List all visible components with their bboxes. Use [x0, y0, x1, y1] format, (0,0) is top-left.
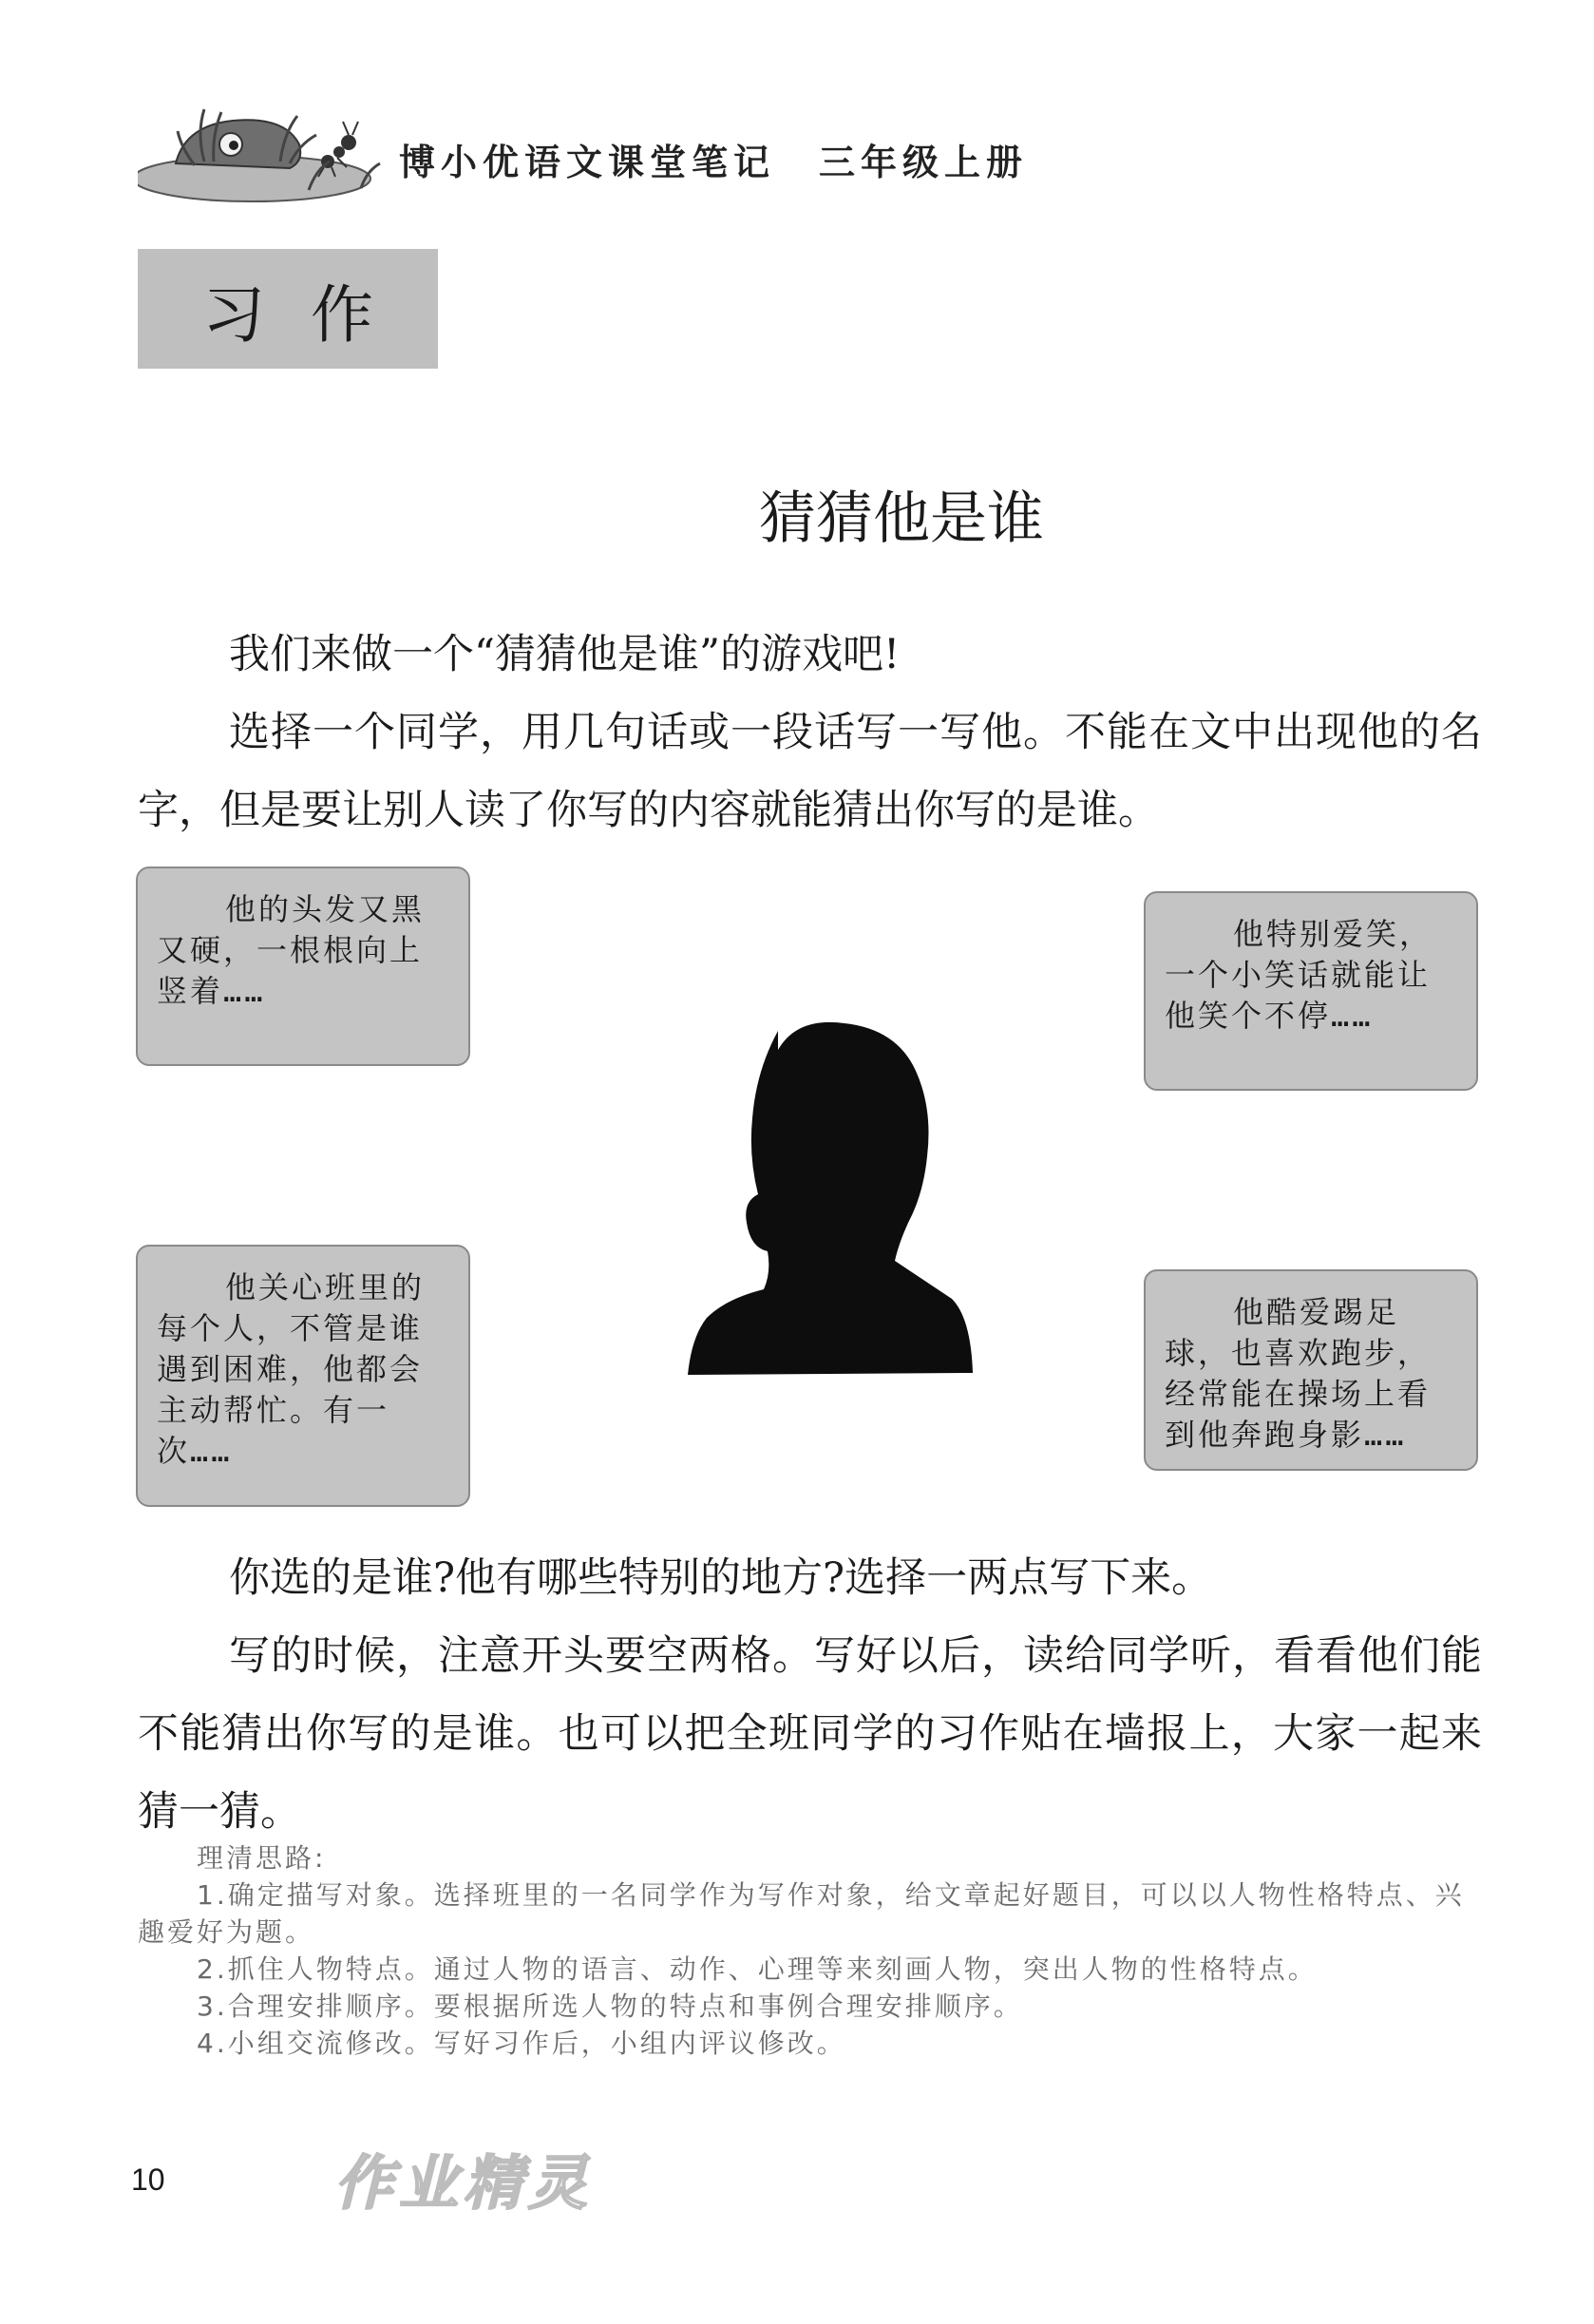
book-title — [399, 133, 1028, 185]
paragraph-intro: 我们来做一个“猜猜他是谁”的游戏吧! — [229, 631, 901, 678]
child-silhouette-icon — [688, 1021, 973, 1375]
tip-item: 4.小组交流修改。写好习作后，小组内评议修改。 — [197, 2028, 846, 2059]
section-label-box — [138, 249, 438, 369]
snail-ant-logo-icon — [138, 95, 413, 209]
grade-text: 三年级上册 — [819, 142, 1029, 183]
book-title-text: 博小优语文课堂笔记 — [399, 142, 776, 183]
tip-item: 2.抓住人物特点。通过人物的语言、动作、心理等来刻画人物，突出人物的性格特点。 — [197, 1953, 1318, 1985]
page-number: 10 — [131, 2162, 165, 2197]
example-bubble-caring: 他关心班里的每个人，不管是谁遇到困难，他都会主动帮忙。有一次…… — [136, 1245, 470, 1507]
paragraph-question: 你选的是谁?他有哪些特别的地方?选择一两点写下来。 — [229, 1554, 1213, 1602]
example-bubble-football: 他酷爱踢足球，也喜欢跑步，经常能在操场上看到他奔跑身影…… — [1144, 1269, 1478, 1471]
tips-heading: 理清思路: — [197, 1842, 327, 1874]
example-bubble-laugh: 他特别爱笑，一个小笑话就能让他笑个不停…… — [1144, 891, 1478, 1091]
essay-title: 猜猜他是谁 — [759, 486, 1044, 552]
paragraph-instruction: 选择一个同学，用几句话或一段话写一写他。不能在文中出现他的名字，但是要让别人读了你写的内容就能猜出你写的是谁。 — [138, 709, 1482, 834]
tips-section — [138, 1839, 1487, 2062]
tip-item: 1.确定描写对象。选择班里的一名同学作为写作对象，给文章起好题目，可以以人物性格特点、兴趣爱好为题。 — [138, 1879, 1465, 1948]
watermark: 作业精灵 — [334, 2148, 594, 2218]
tip-item: 3.合理安排顺序。要根据所选人物的特点和事例合理安排顺序。 — [197, 1991, 1023, 2022]
section-label: 习作 — [202, 277, 419, 352]
paragraph-writing-tips: 写的时候，注意开头要空两格。写好以后，读给同学听，看看他们能不能猜出你写的是谁。也可以把全班同学的习作贴在墙报上，大家一起来猜一猜。 — [138, 1632, 1482, 1836]
example-bubble-hair: 他的头发又黑又硬，一根根向上竖着…… — [136, 867, 470, 1066]
